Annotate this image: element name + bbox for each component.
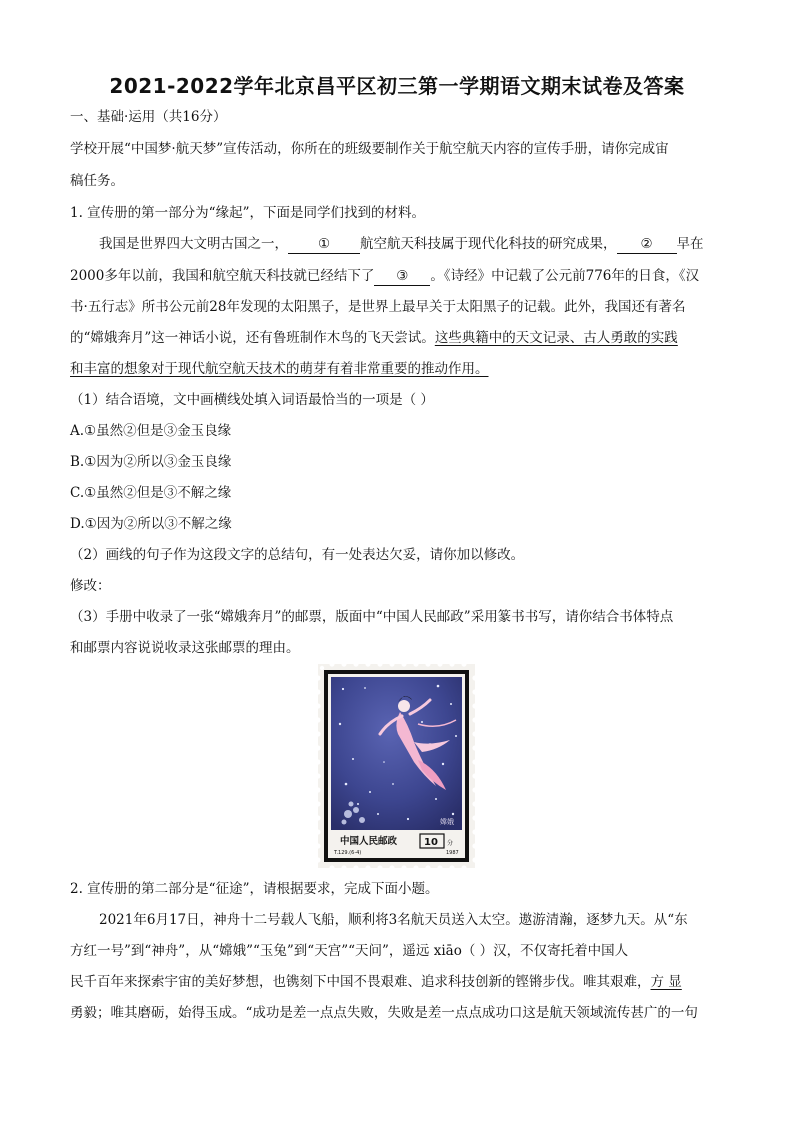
option-c[interactable]: C.①虽然②但是③不解之缘 xyxy=(70,485,232,501)
q2-passage-line-3 xyxy=(70,972,730,992)
sub-question-1: （1）结合语境，文中画横线处填入词语最恰当的一项是（ ） xyxy=(70,392,434,408)
question-2-stem: 2. 宣传册的第二部分是“征途”，请根据要求，完成下面小题。 xyxy=(70,881,439,897)
fill-blank-2[interactable]: ② xyxy=(617,236,677,254)
intro-line-2: 稿任务。 xyxy=(70,173,124,189)
q2-passage-line-4: 勇毅；唯其磨砺，始得玉成。“成功是差一点点失败，失败是差一点点成功口这是航天领域流传甚广的一句 xyxy=(70,1005,698,1021)
passage-text: 。《诗经》中记载了公元前776年的日食，《汉 xyxy=(430,268,700,284)
passage-text: 民千百年来探索宇宙的美好梦想，也镌刻下中国不畏艰难、追求科技创新的铿锵步伐。唯其艰难， xyxy=(70,974,651,990)
passage-line-4 xyxy=(70,328,730,348)
page-title: 2021-2022学年北京昌平区初三第一学期语文期末试卷及答案 xyxy=(109,74,685,98)
denomination-unit: 分 xyxy=(447,840,454,847)
passage-line-2 xyxy=(70,266,730,286)
night-sky xyxy=(331,677,462,830)
modify-label: 修改： xyxy=(70,578,111,594)
passage-line-3: 书·五行志》所书公元前28年发现的太阳黑子，是世界上最早关于太阳黑子的记载。此外，我国还有著名 xyxy=(70,299,686,315)
underlined-sentence: 这些典籍中的天文记录、古人勇敢的实践 xyxy=(434,330,678,346)
fill-blank-1[interactable]: ① xyxy=(288,236,360,254)
stamp-svg xyxy=(318,664,475,868)
stamp-seal: 嫦娥 xyxy=(440,818,454,826)
denomination-value: 10 xyxy=(424,837,438,848)
passage-line-1 xyxy=(99,234,730,254)
passage-text: 航空航天科技属于现代化科技的研究成果， xyxy=(360,236,617,252)
passage-text: 早在 xyxy=(676,236,704,252)
intro-line-1: 学校开展“中国梦·航天梦”宣传活动，你所在的班级要制作关于航空航天内容的宣传手册，请你完成宙 xyxy=(70,141,669,157)
sub-question-2: （2）画线的句子作为这段文字的总结句，有一处表达欠妥，请你加以修改。 xyxy=(70,547,525,563)
change-e-stamp-image xyxy=(318,664,475,868)
passage-text: 我国是世界四大文明古国之一， xyxy=(99,236,288,252)
passage-text: 2000多年以前，我国和航空航天科技就已经结下了 xyxy=(70,268,375,284)
fill-blank-3[interactable]: ③ xyxy=(374,268,430,286)
underlined-word: 方 显 xyxy=(650,974,682,990)
section-heading: 一、基础·运用（共16分） xyxy=(70,109,227,125)
stamp-code: T.129.(6-4) xyxy=(334,850,362,856)
passage-text: 的“嫦娥奔月”这一神话小说，还有鲁班制作木鸟的飞天尝试。 xyxy=(70,330,435,346)
q2-passage-line-1: 2021年6月17日，神舟十二号载人飞船，顺利将3名航天员送入太空。遨游清瀚，逐梦九天。从“东 xyxy=(99,912,688,928)
sub-question-3-line-2: 和邮票内容说说收录这张邮票的理由。 xyxy=(70,640,300,656)
option-d[interactable]: D.①因为②所以③不解之缘 xyxy=(70,516,232,532)
option-b[interactable]: B.①因为②所以③金玉良缘 xyxy=(70,454,232,470)
underlined-sentence-end: 和丰富的想象对于现代航空航天技术的萌芽有着非常重要的推动作用。 xyxy=(70,361,489,377)
stamp-year: 1987 xyxy=(446,850,459,856)
post-office-text: 中国人民邮政 xyxy=(340,836,398,847)
option-a[interactable]: A.①虽然②但是③金玉良缘 xyxy=(70,423,232,439)
sub-question-3-line-1: （3）手册中收录了一张“嫦娥奔月”的邮票，版面中“中国人民邮政”采用篆书书写，请你结合书体特点 xyxy=(70,609,674,625)
question-1-stem: 1. 宣传册的第一部分为“缘起”，下面是同学们找到的材料。 xyxy=(70,205,425,221)
q2-passage-line-2: 方红一号”到“神舟”，从“嫦娥”“玉兔”到“天宫”“天问”，遥远 xiāo（ ）汉，不仅寄托着中国人 xyxy=(70,943,629,959)
